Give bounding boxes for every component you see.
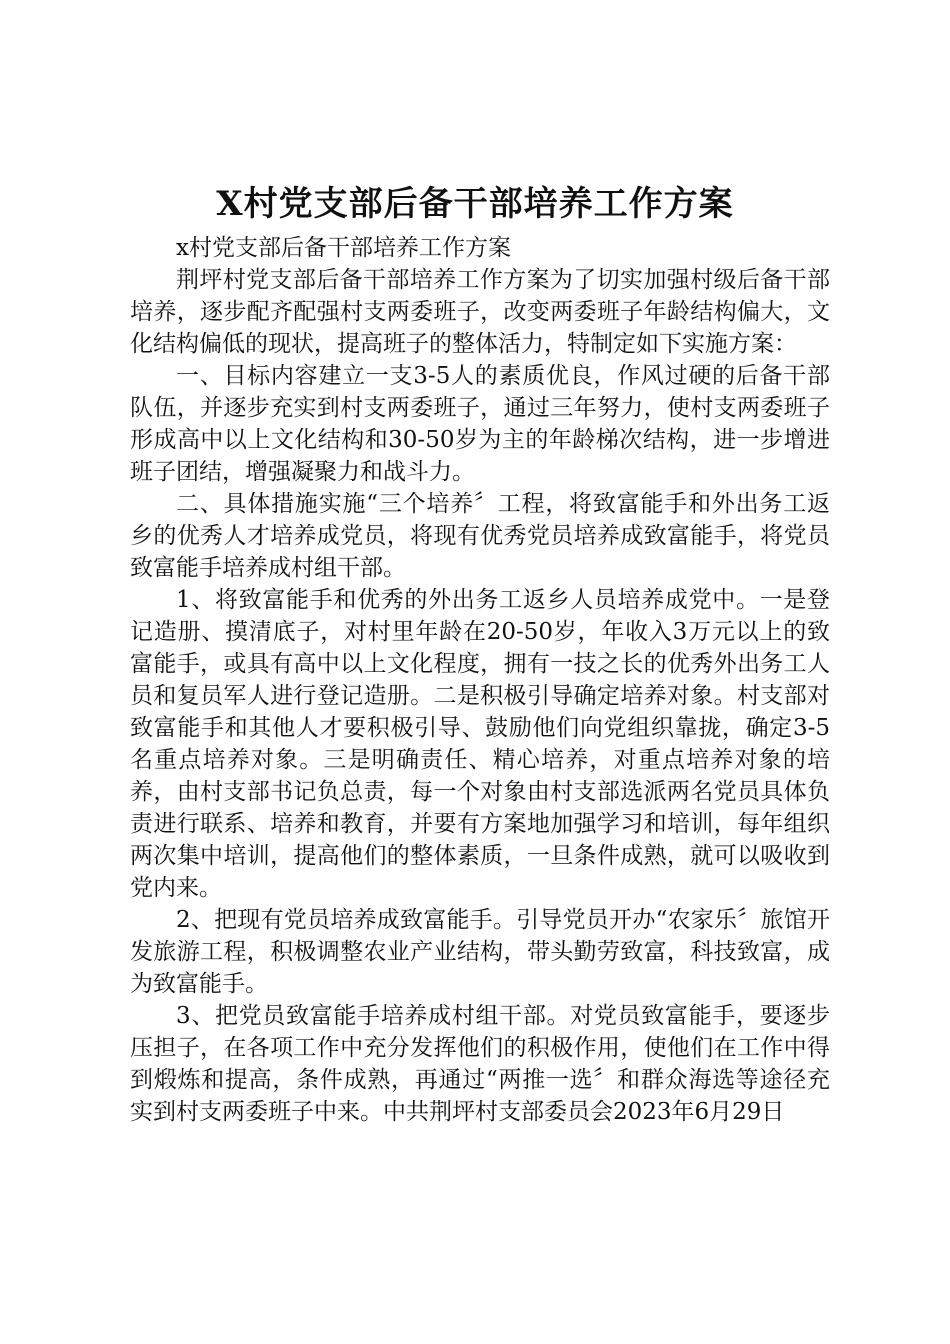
paragraph-intro: 荆坪村党支部后备干部培养工作方案为了切实加强村级后备干部培养，逐步配齐配强村支两委班子，改变两委班子年龄结构偏大，文化结构偏低的现状，提高班子的整体活力，特制定如下实施方案： [130, 267, 830, 357]
paragraph-goals: 一、目标内容建立一支3-5人的素质优良，作风过硬的后备干部队伍，并逐步充实到村支两委班子，通过三年努力，使村支两委班子形成高中以上文化结构和30-50岁为主的年龄梯次结构，进一步增进班子团结，增强凝聚力和战斗力。 [130, 363, 830, 485]
paragraph-subtitle: x村党支部后备干部培养工作方案 [176, 235, 511, 261]
document-body [130, 232, 830, 1128]
paragraph-item-2: 2、把现有党员培养成致富能手。引导党员开办“农家乐〞旅馆开发旅游工程，积极调整农业产业结构，带头勤劳致富，科技致富，成为致富能手。 [130, 907, 830, 997]
paragraph-item-3: 3、把党员致富能手培养成村组干部。对党员致富能手，要逐步压担子，在各项工作中充分发挥他们的积极作用，使他们在工作中得到煅炼和提高，条件成熟，再通过“两推一选〞和群众海选等途径充实到村支两委班子中来。中共荆坪村支部委员会2023年6月29日 [130, 1003, 830, 1125]
paragraph-measures: 二、具体措施实施“三个培养〞工程，将致富能手和外出务工返乡的优秀人才培养成党员，将现有优秀党员培养成致富能手，将党员致富能手培养成村组干部。 [130, 491, 830, 581]
paragraph-item-1: 1、将致富能手和优秀的外出务工返乡人员培养成党中。一是登记造册、摸清底子，对村里年龄在20-50岁，年收入3万元以上的致富能手，或具有高中以上文化程度，拥有一技之长的优秀外出务工人员和复员军人进行登记造册。二是积极引导确定培养对象。村支部对致富能手和其他人才要积极引导、鼓励他们向党组织靠拢，确定3-5名重点培养对象。三是明确责任、精心培养，对重点培养对象的培养，由村支部书记负总责，每一个对象由村支部选派两名党员具体负责进行联系、培养和教育，并要有方案地加强学习和培训，每年组织两次集中培训，提高他们的整体素质，一旦条件成熟，就可以吸收到党内来。 [130, 587, 830, 901]
document-title: X村党支部后备干部培养工作方案 [216, 184, 734, 224]
